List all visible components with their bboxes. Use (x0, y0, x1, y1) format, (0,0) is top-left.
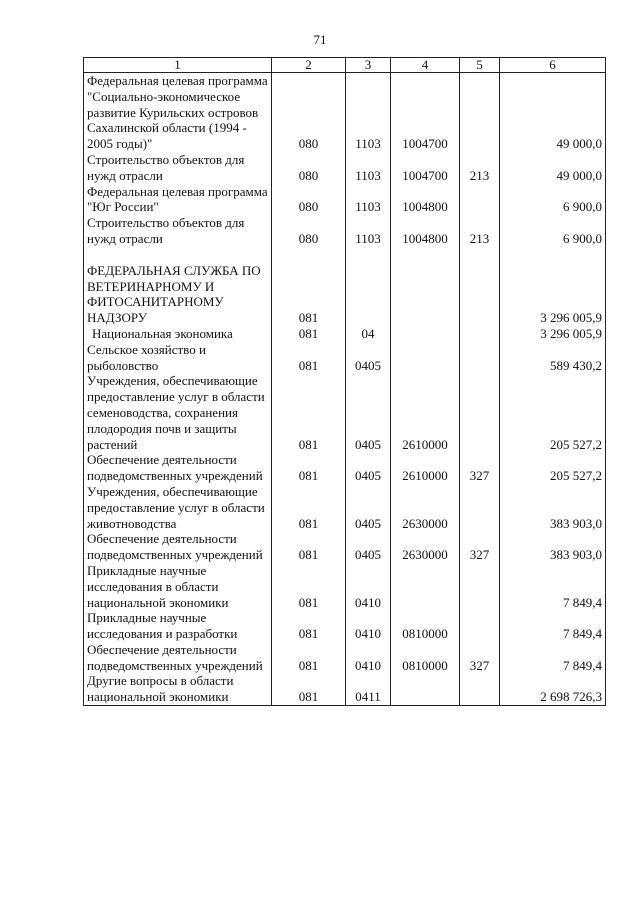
table-row (84, 484, 606, 531)
target-article-code (391, 263, 460, 326)
ministry-code: 080 (272, 215, 346, 247)
ministry-code: 080 (272, 73, 346, 152)
expense-type-code: 213 (460, 215, 500, 247)
amount: 2 698 726,3 (500, 673, 606, 705)
ministry-code: 081 (272, 673, 346, 705)
expense-type-code (460, 484, 500, 531)
section-code: 1103 (346, 184, 391, 216)
table-spacer-row (84, 247, 606, 263)
section-code: 0410 (346, 642, 391, 674)
page-number: 71 (313, 32, 327, 47)
amount: 49 000,0 (500, 152, 606, 184)
item-name: Прикладные научные исследования в области национальной экономики (84, 563, 272, 610)
target-article-code: 0810000 (391, 610, 460, 642)
expense-type-code (460, 342, 500, 374)
target-article-code: 1004800 (391, 184, 460, 216)
item-name: Строительство объектов для нужд отрасли (84, 152, 272, 184)
section-code: 04 (346, 326, 391, 342)
table-row (84, 184, 606, 216)
amount: 3 296 005,9 (500, 326, 606, 342)
item-name (84, 247, 272, 263)
target-article-code (391, 326, 460, 342)
section-code: 0405 (346, 452, 391, 484)
target-article-code (391, 342, 460, 374)
expense-type-code: 327 (460, 642, 500, 674)
target-article-code: 2630000 (391, 531, 460, 563)
expense-type-code (460, 673, 500, 705)
item-name: Строительство объектов для нужд отрасли (84, 215, 272, 247)
expense-type-code (460, 247, 500, 263)
target-article-code (391, 673, 460, 705)
item-name: Другие вопросы в области национальной экономики (84, 673, 272, 705)
table-row (84, 531, 606, 563)
ministry-code: 081 (272, 484, 346, 531)
amount: 6 900,0 (500, 215, 606, 247)
item-name: Национальная экономика (84, 326, 272, 342)
table-header-row (84, 58, 606, 73)
expense-type-code (460, 563, 500, 610)
section-code: 0411 (346, 673, 391, 705)
table-row (84, 215, 606, 247)
ministry-code: 080 (272, 184, 346, 216)
target-article-code: 1004800 (391, 215, 460, 247)
table-row (84, 373, 606, 452)
section-code: 0405 (346, 531, 391, 563)
column-header: 1 (84, 58, 272, 73)
amount: 7 849,4 (500, 563, 606, 610)
target-article-code: 1004700 (391, 73, 460, 152)
item-name: Федеральная целевая программа "Юг России" (84, 184, 272, 216)
ministry-code: 081 (272, 563, 346, 610)
target-article-code: 0810000 (391, 642, 460, 674)
section-code: 0405 (346, 484, 391, 531)
item-name: Федеральная целевая программа "Социально-экономическое развитие Курильских островов Сахалинской области (1994 - 2005 годы)" (84, 73, 272, 152)
amount: 383 903,0 (500, 531, 606, 563)
target-article-code: 2630000 (391, 484, 460, 531)
table-row (84, 610, 606, 642)
table-row (84, 673, 606, 705)
amount: 7 849,4 (500, 610, 606, 642)
ministry-code: 081 (272, 373, 346, 452)
budget-table (83, 57, 606, 706)
item-name: Учреждения, обеспечивающие предоставление услуг в области семеноводства, сохранения плодородия почв и защиты растений (84, 373, 272, 452)
amount: 205 527,2 (500, 452, 606, 484)
expense-type-code: 327 (460, 452, 500, 484)
target-article-code (391, 563, 460, 610)
target-article-code (391, 247, 460, 263)
section-code: 0405 (346, 342, 391, 374)
table-row (84, 73, 606, 152)
table-row (84, 563, 606, 610)
expense-type-code (460, 184, 500, 216)
column-header: 3 (346, 58, 391, 73)
column-header: 4 (391, 58, 460, 73)
section-code: 0405 (346, 373, 391, 452)
target-article-code: 2610000 (391, 373, 460, 452)
amount: 3 296 005,9 (500, 263, 606, 326)
section-code: 1103 (346, 215, 391, 247)
amount: 589 430,2 (500, 342, 606, 374)
expense-type-code (460, 326, 500, 342)
table-row (84, 342, 606, 374)
amount: 383 903,0 (500, 484, 606, 531)
ministry-code: 080 (272, 152, 346, 184)
column-header: 6 (500, 58, 606, 73)
amount: 6 900,0 (500, 184, 606, 216)
item-name: Обеспечение деятельности подведомственных учреждений (84, 531, 272, 563)
expense-type-code (460, 373, 500, 452)
section-code: 1103 (346, 73, 391, 152)
table-row (84, 152, 606, 184)
amount: 7 849,4 (500, 642, 606, 674)
table-row (84, 642, 606, 674)
item-name: Обеспечение деятельности подведомственных учреждений (84, 452, 272, 484)
expense-type-code (460, 610, 500, 642)
item-name: Сельское хозяйство и рыболовство (84, 342, 272, 374)
section-code (346, 263, 391, 326)
table-row (84, 263, 606, 326)
expense-type-code (460, 263, 500, 326)
ministry-code: 081 (272, 263, 346, 326)
table-row (84, 452, 606, 484)
item-name: Обеспечение деятельности подведомственных учреждений (84, 642, 272, 674)
ministry-code: 081 (272, 610, 346, 642)
expense-type-code: 327 (460, 531, 500, 563)
section-code: 0410 (346, 610, 391, 642)
ministry-code: 081 (272, 531, 346, 563)
ministry-code: 081 (272, 452, 346, 484)
amount: 205 527,2 (500, 373, 606, 452)
ministry-code: 081 (272, 326, 346, 342)
item-name: ФЕДЕРАЛЬНАЯ СЛУЖБА ПО ВЕТЕРИНАРНОМУ И ФИТОСАНИТАРНОМУ НАДЗОРУ (84, 263, 272, 326)
amount (500, 247, 606, 263)
ministry-code: 081 (272, 642, 346, 674)
ministry-code (272, 247, 346, 263)
target-article-code: 2610000 (391, 452, 460, 484)
expense-type-code: 213 (460, 152, 500, 184)
ministry-code: 081 (272, 342, 346, 374)
section-code: 1103 (346, 152, 391, 184)
item-name: Прикладные научные исследования и разработки (84, 610, 272, 642)
section-code: 0410 (346, 563, 391, 610)
table-row (84, 326, 606, 342)
column-header: 2 (272, 58, 346, 73)
item-name: Учреждения, обеспечивающие предоставление услуг в области животноводства (84, 484, 272, 531)
target-article-code: 1004700 (391, 152, 460, 184)
amount: 49 000,0 (500, 73, 606, 152)
expense-type-code (460, 73, 500, 152)
section-code (346, 247, 391, 263)
column-header: 5 (460, 58, 500, 73)
